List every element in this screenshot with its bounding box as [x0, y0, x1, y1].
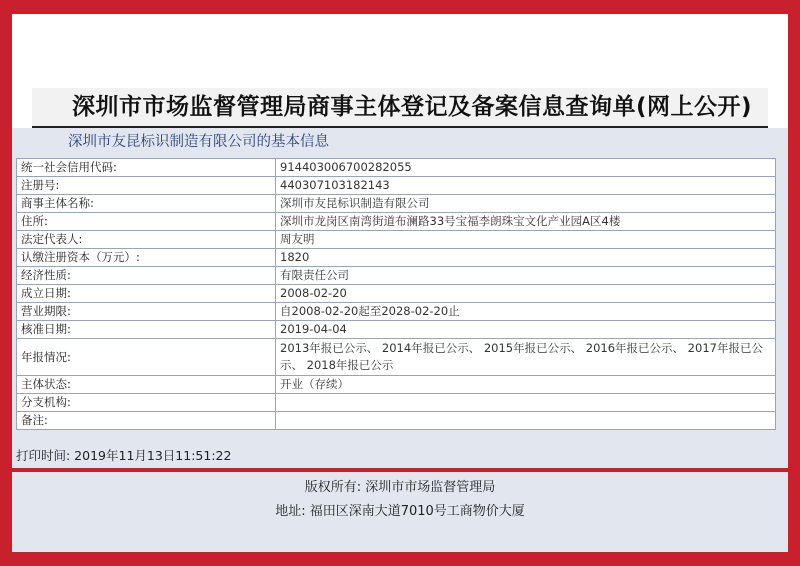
field-label: 核准日期:: [17, 321, 276, 339]
field-label: 统一社会信用代码:: [17, 159, 276, 177]
field-label: 备注:: [17, 412, 276, 430]
field-value: 2008-02-20: [276, 285, 776, 303]
table-row: [17, 339, 776, 376]
field-label: 主体状态:: [17, 376, 276, 394]
table-row: [17, 159, 776, 177]
field-label: 注册号:: [17, 177, 276, 195]
field-value: 深圳市龙岗区南湾街道布澜路33号宝福李朗珠宝文化产业园A区4楼: [276, 213, 776, 231]
table-row: [17, 267, 776, 285]
query-sheet: [12, 14, 788, 552]
address-text: 地址: 福田区深南大道7010号工商物价大厦: [275, 504, 525, 519]
copyright-text: 版权所有: 深圳市市场监督管理局: [304, 480, 496, 495]
table-row: [17, 412, 776, 430]
field-value: [276, 412, 776, 430]
table-row: [17, 321, 776, 339]
field-label: 住所:: [17, 213, 276, 231]
field-value: 1820: [276, 249, 776, 267]
field-label: 商事主体名称:: [17, 195, 276, 213]
field-label: 法定代表人:: [17, 231, 276, 249]
table-row: [17, 249, 776, 267]
field-value: 2019-04-04: [276, 321, 776, 339]
field-value: 周友明: [276, 231, 776, 249]
field-label: 年报情况:: [17, 339, 276, 376]
field-value: 开业（存续）: [276, 376, 776, 394]
field-value: 深圳市友昆标识制造有限公司: [276, 195, 776, 213]
table-row: [17, 231, 776, 249]
field-label: 认缴注册资本（万元）:: [17, 249, 276, 267]
info-table: [16, 158, 776, 430]
field-value: 2013年报已公示、 2014年报已公示、 2015年报已公示、 2016年报已公示、 2017年报已公示、 2018年报已公示: [276, 339, 776, 376]
table-row: [17, 394, 776, 412]
info-panel: [12, 128, 788, 468]
top-margin: [12, 14, 788, 84]
field-label: 经济性质:: [17, 267, 276, 285]
table-row: [17, 303, 776, 321]
table-row: [17, 285, 776, 303]
field-value: [276, 394, 776, 412]
table-row: [17, 177, 776, 195]
field-value: 914403006700282055: [276, 159, 776, 177]
field-label: 成立日期:: [17, 285, 276, 303]
title-bar: [32, 88, 768, 126]
table-row: [17, 195, 776, 213]
company-subtitle: 深圳市友昆标识制造有限公司的基本信息: [68, 134, 329, 150]
field-label: 营业期限:: [17, 303, 276, 321]
footer: [12, 472, 788, 552]
table-row: [17, 213, 776, 231]
field-value: 有限责任公司: [276, 267, 776, 285]
field-label: 分支机构:: [17, 394, 276, 412]
print-time: 打印时间: 2019年11月13日11:51:22: [16, 448, 232, 463]
table-row: [17, 376, 776, 394]
field-value: 自2008-02-20起至2028-02-20止: [276, 303, 776, 321]
page-title: 深圳市市场监督管理局商事主体登记及备案信息查询单(网上公开): [71, 94, 753, 120]
field-value: 440307103182143: [276, 177, 776, 195]
